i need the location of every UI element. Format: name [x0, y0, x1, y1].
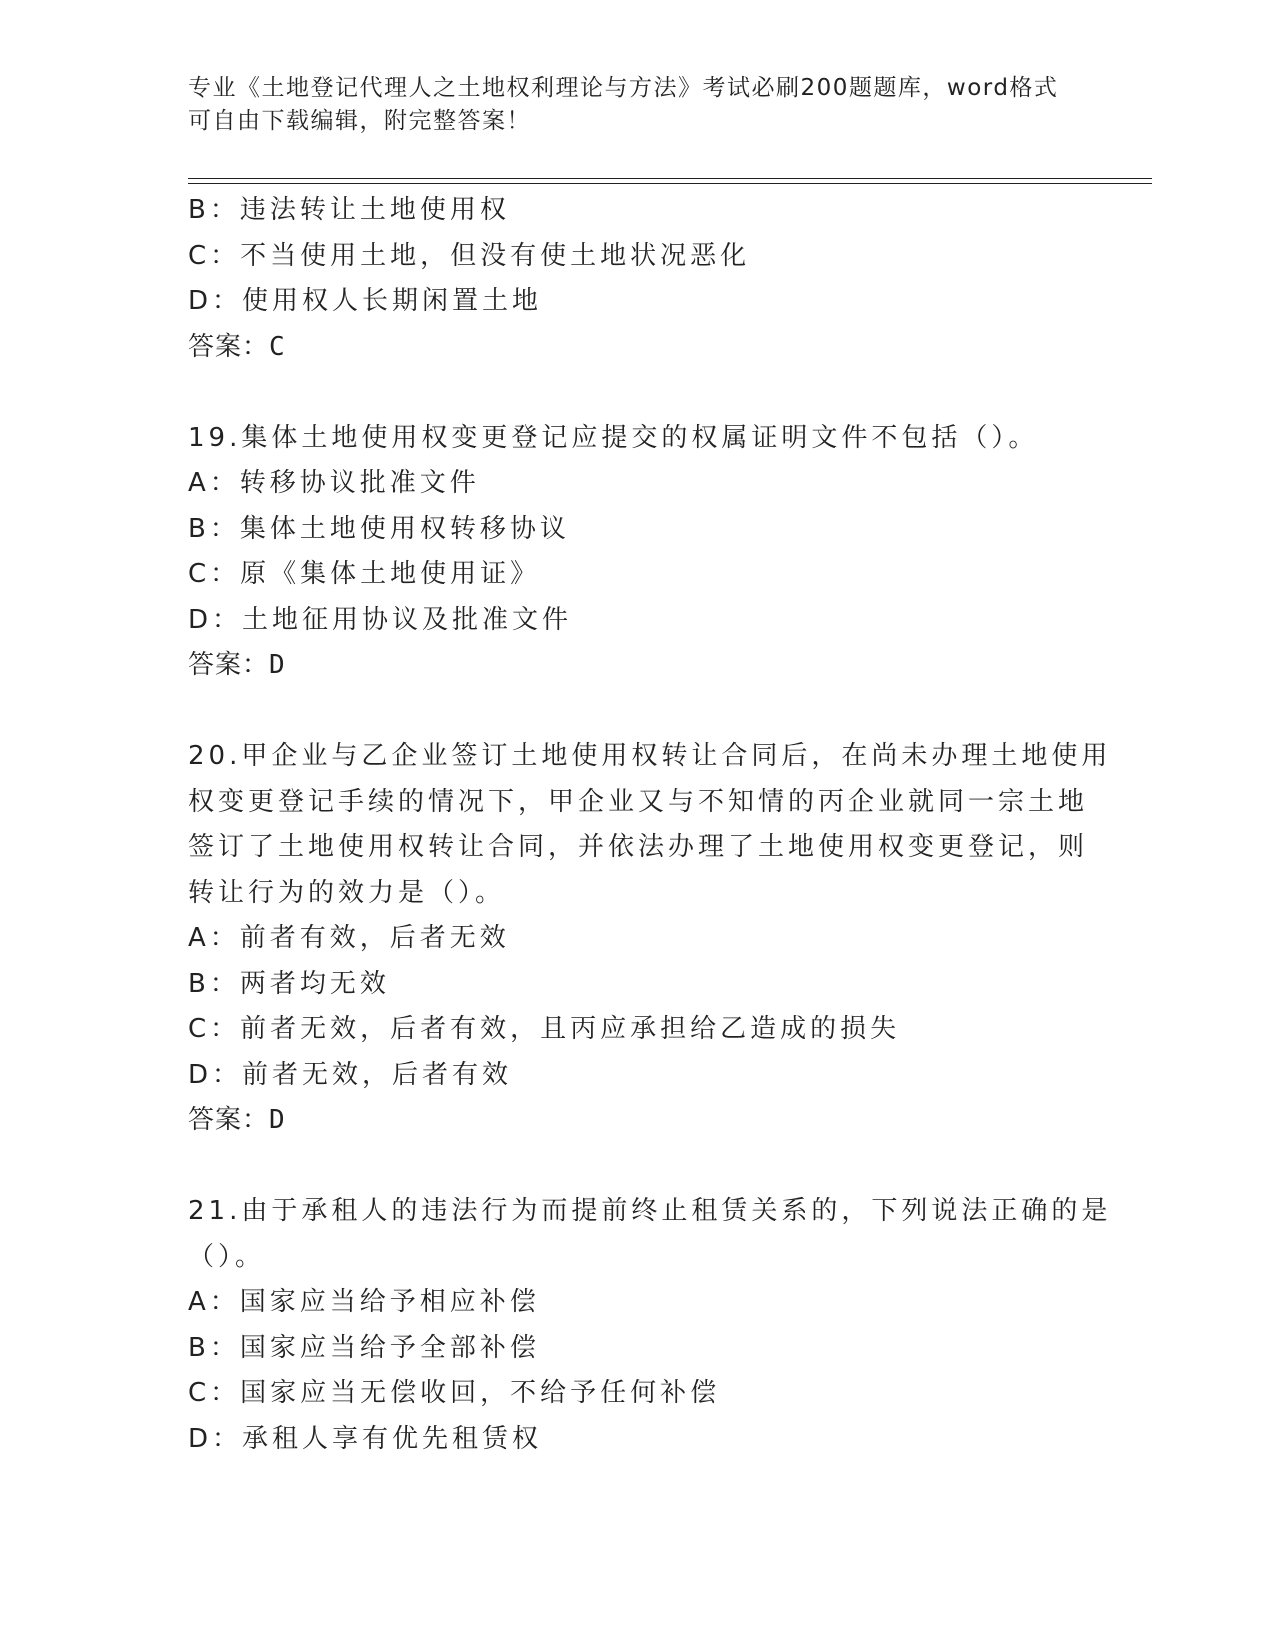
header-rule-bottom [188, 183, 1152, 184]
page-header [188, 72, 1068, 138]
header-line-1: 专业《土地登记代理人之土地权利理论与方法》考试必刷200题题库，word格式 [188, 75, 1059, 101]
option-b: B：违法转让土地使用权 [188, 195, 510, 225]
question-21 [188, 1189, 1112, 1462]
option-d: D：使用权人长期闲置土地 [188, 286, 543, 316]
answer-label: 答案： [188, 1105, 270, 1135]
spacer [188, 689, 1088, 735]
option-d: D：前者无效，后者有效 [188, 1059, 513, 1090]
question-19 [188, 416, 1088, 689]
answer-value: C [269, 331, 286, 362]
option-a: A：前者有效，后者无效 [188, 923, 510, 953]
question-content [188, 188, 1112, 1462]
option-a: A：转移协议批准文件 [188, 468, 480, 498]
header-line-2: 可自由下载编辑，附完整答案！ [188, 108, 531, 134]
answer-line [188, 325, 1088, 371]
question-20 [188, 734, 1112, 1144]
answer-value: D [269, 1105, 286, 1135]
question-stem-line-2: 权变更登记手续的情况下，甲企业又与不知情的丙企业就同一宗土地 [188, 786, 1089, 817]
option-b: B：国家应当给予全部补偿 [188, 1332, 540, 1363]
option-a: A：国家应当给予相应补偿 [188, 1287, 540, 1317]
option-b: B：集体土地使用权转移协议 [188, 513, 570, 544]
header-rule-top [188, 178, 1152, 179]
spacer [188, 1144, 1088, 1190]
question-18-continued [188, 188, 1088, 370]
answer-value: D [269, 650, 286, 680]
spacer [188, 370, 1088, 416]
question-stem-line-4: 转让行为的效力是（）。 [188, 877, 506, 908]
option-c: C：国家应当无偿收回，不给予任何补偿 [188, 1378, 721, 1408]
answer-label: 答案： [188, 650, 270, 680]
option-c: C：原《集体土地使用证》 [188, 559, 541, 589]
option-b: B：两者均无效 [188, 968, 390, 999]
answer-line [188, 1098, 1088, 1144]
option-c: C：不当使用土地，但没有使土地状况恶化 [188, 240, 751, 271]
answer-label: 答案： [188, 331, 270, 362]
option-d: D：承租人享有优先租赁权 [188, 1423, 543, 1454]
question-stem-line-1: 21.由于承租人的违法行为而提前终止租赁关系的，下列说法正确的是 [188, 1196, 1112, 1226]
question-stem-line-1: 20.甲企业与乙企业签订土地使用权转让合同后，在尚未办理土地使用 [188, 741, 1112, 771]
question-stem-line-2: （）。 [188, 1241, 266, 1272]
option-d: D：土地征用协议及批准文件 [188, 604, 573, 635]
question-stem-line-3: 签订了土地使用权转让合同，并依法办理了土地使用权变更登记，则 [188, 832, 1089, 862]
answer-line [188, 643, 1088, 689]
option-c: C：前者无效，后者有效，且丙应承担给乙造成的损失 [188, 1014, 901, 1044]
question-stem: 19.集体土地使用权变更登记应提交的权属证明文件不包括（）。 [188, 422, 1039, 453]
